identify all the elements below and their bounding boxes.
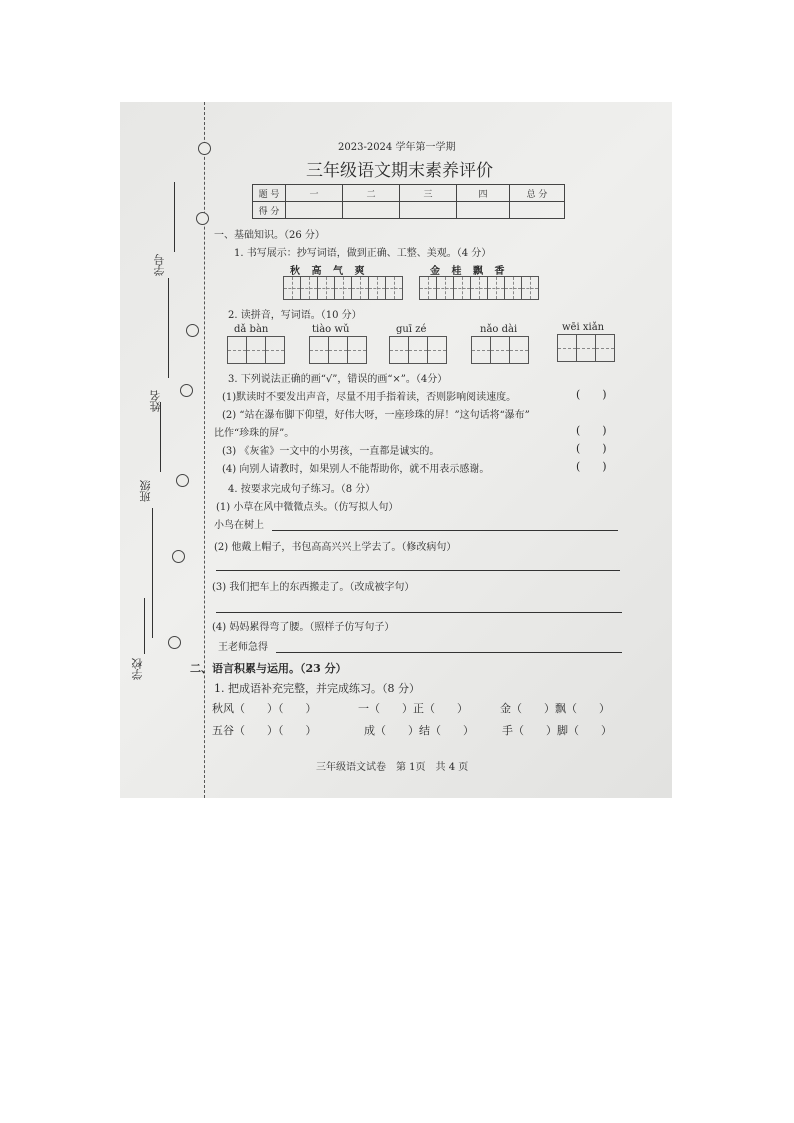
answer-line[interactable] — [272, 530, 618, 531]
name-line-2 — [160, 402, 161, 472]
score-header-label: 题 号 — [253, 185, 286, 202]
idiom-1[interactable]: 秋风（ ）（ ） — [212, 702, 317, 715]
score-cell[interactable] — [286, 202, 343, 219]
q4-item-4-stem: 王老师急得 — [218, 642, 268, 653]
pinyin-grid-1[interactable] — [228, 336, 285, 364]
pinyin-2: tiào wǔ — [312, 324, 350, 335]
score-header-1: 一 — [286, 185, 343, 202]
q4-item-3: (3) 我们把车上的东西搬走了。（改成被字句） — [212, 582, 415, 593]
school-line — [144, 598, 145, 654]
exam-paper-photo — [120, 102, 672, 798]
q3-answer-2[interactable]: ( ) — [576, 424, 607, 437]
binding-hole-icon — [198, 142, 211, 155]
class-label: 班级 — [139, 480, 152, 502]
score-header-3: 三 — [400, 185, 457, 202]
q3-item-4: (4) 向别人请教时，如果别人不能帮助你，就不用表示感谢。 — [222, 464, 490, 475]
q3-prompt: 3. 下列说法正确的画“√”，错误的画“×”。（4分） — [228, 374, 448, 385]
q4-item-4: (4) 妈妈累得弯了腰。（照样子仿写句子） — [212, 622, 395, 633]
score-table — [252, 184, 565, 219]
score-row-label: 得 分 — [253, 202, 286, 219]
q4-item-1: (1) 小草在风中微微点头。（仿写拟人句） — [216, 502, 399, 513]
pinyin-grid-4[interactable] — [472, 336, 529, 364]
writing-grid-b[interactable] — [420, 276, 539, 300]
pinyin-grid-3[interactable] — [390, 336, 447, 364]
pinyin-grid-5[interactable] — [558, 334, 615, 362]
student-id-label: 学号 — [153, 254, 166, 276]
q4-item-2: (2) 他戴上帽子，书包高高兴兴上学去了。（修改病句） — [214, 542, 457, 553]
section2-q1-prompt: 1. 把成语补充完整，并完成练习。（8 分） — [214, 682, 420, 695]
binding-hole-icon — [176, 474, 189, 487]
binding-hole-icon — [168, 636, 181, 649]
q4-prompt: 4. 按要求完成句子练习。（8 分） — [228, 484, 376, 495]
idiom-2[interactable]: 一（ ）正（ ） — [358, 702, 468, 715]
q3-item-2-cont: 比作“珍珠的屏”。 — [214, 428, 295, 439]
q1-prompt: 1. 书写展示：抄写词语，做到正确、工整、美观。（4 分） — [234, 248, 492, 259]
section2-heading: 二、语言积累与运用。（23 分） — [190, 662, 347, 675]
pinyin-5: wēi xiǎn — [562, 322, 605, 333]
idiom-3[interactable]: 金（ ）飘（ ） — [500, 702, 610, 715]
binding-hole-icon — [180, 384, 193, 397]
q3-answer-1[interactable]: ( ) — [576, 388, 607, 401]
school-year: 2023-2024 学年第一学期 — [338, 142, 456, 153]
answer-line[interactable] — [216, 570, 620, 571]
answer-line[interactable] — [216, 612, 622, 613]
q3-item-1: (1)默读时不要发出声音，尽量不用手指着读，否则影响阅读速度。 — [222, 392, 517, 403]
pinyin-grid-2[interactable] — [310, 336, 367, 364]
idiom-4[interactable]: 五谷（ ）（ ） — [212, 724, 317, 737]
idiom-6[interactable]: 手（ ）脚（ ） — [502, 724, 612, 737]
score-cell[interactable] — [457, 202, 510, 219]
binding-hole-icon — [172, 550, 185, 563]
binding-hole-icon — [196, 212, 209, 225]
name-line — [168, 278, 169, 378]
q3-answer-4[interactable]: ( ) — [576, 460, 607, 473]
score-cell[interactable] — [510, 202, 565, 219]
page-title: 三年级语文期末素养评价 — [306, 161, 493, 181]
pinyin-3: guī zé — [396, 324, 427, 335]
score-header-2: 二 — [343, 185, 400, 202]
q4-item-1-stem: 小鸟在树上 — [214, 520, 264, 531]
pinyin-4: nǎo dài — [480, 324, 518, 335]
score-cell[interactable] — [400, 202, 457, 219]
binding-hole-icon — [186, 324, 199, 337]
score-cell[interactable] — [343, 202, 400, 219]
page-footer: 三年级语文试卷 第 1页 共 4 页 — [316, 762, 469, 773]
q1-word-a: 秋 高 气 爽 — [290, 266, 369, 277]
writing-grid-a[interactable] — [284, 276, 403, 300]
answer-line[interactable] — [276, 652, 622, 653]
section1-heading: 一、基础知识。（26 分） — [214, 230, 325, 241]
q3-item-3: (3) 《灰雀》一文中的小男孩，一直都是诚实的。 — [222, 446, 440, 457]
score-header-4: 四 — [457, 185, 510, 202]
q2-prompt: 2. 读拼音，写词语。（10 分） — [228, 310, 362, 321]
school-label: 学校 — [131, 658, 144, 680]
class-line — [152, 508, 153, 638]
q3-item-2: (2) “站在瀑布脚下仰望，好伟大呀，一座珍珠的屏！”这句话将“瀑布” — [222, 410, 530, 421]
idiom-5[interactable]: 成（ ）结（ ） — [364, 724, 474, 737]
score-header-total: 总 分 — [510, 185, 565, 202]
q3-answer-3[interactable]: ( ) — [576, 442, 607, 455]
name-label: 姓名 — [149, 390, 162, 412]
binding-dashed-line — [204, 102, 205, 798]
pinyin-1: dǎ bàn — [234, 324, 269, 335]
q1-word-b: 金 桂 飘 香 — [430, 266, 509, 277]
student-id-line — [174, 182, 175, 252]
